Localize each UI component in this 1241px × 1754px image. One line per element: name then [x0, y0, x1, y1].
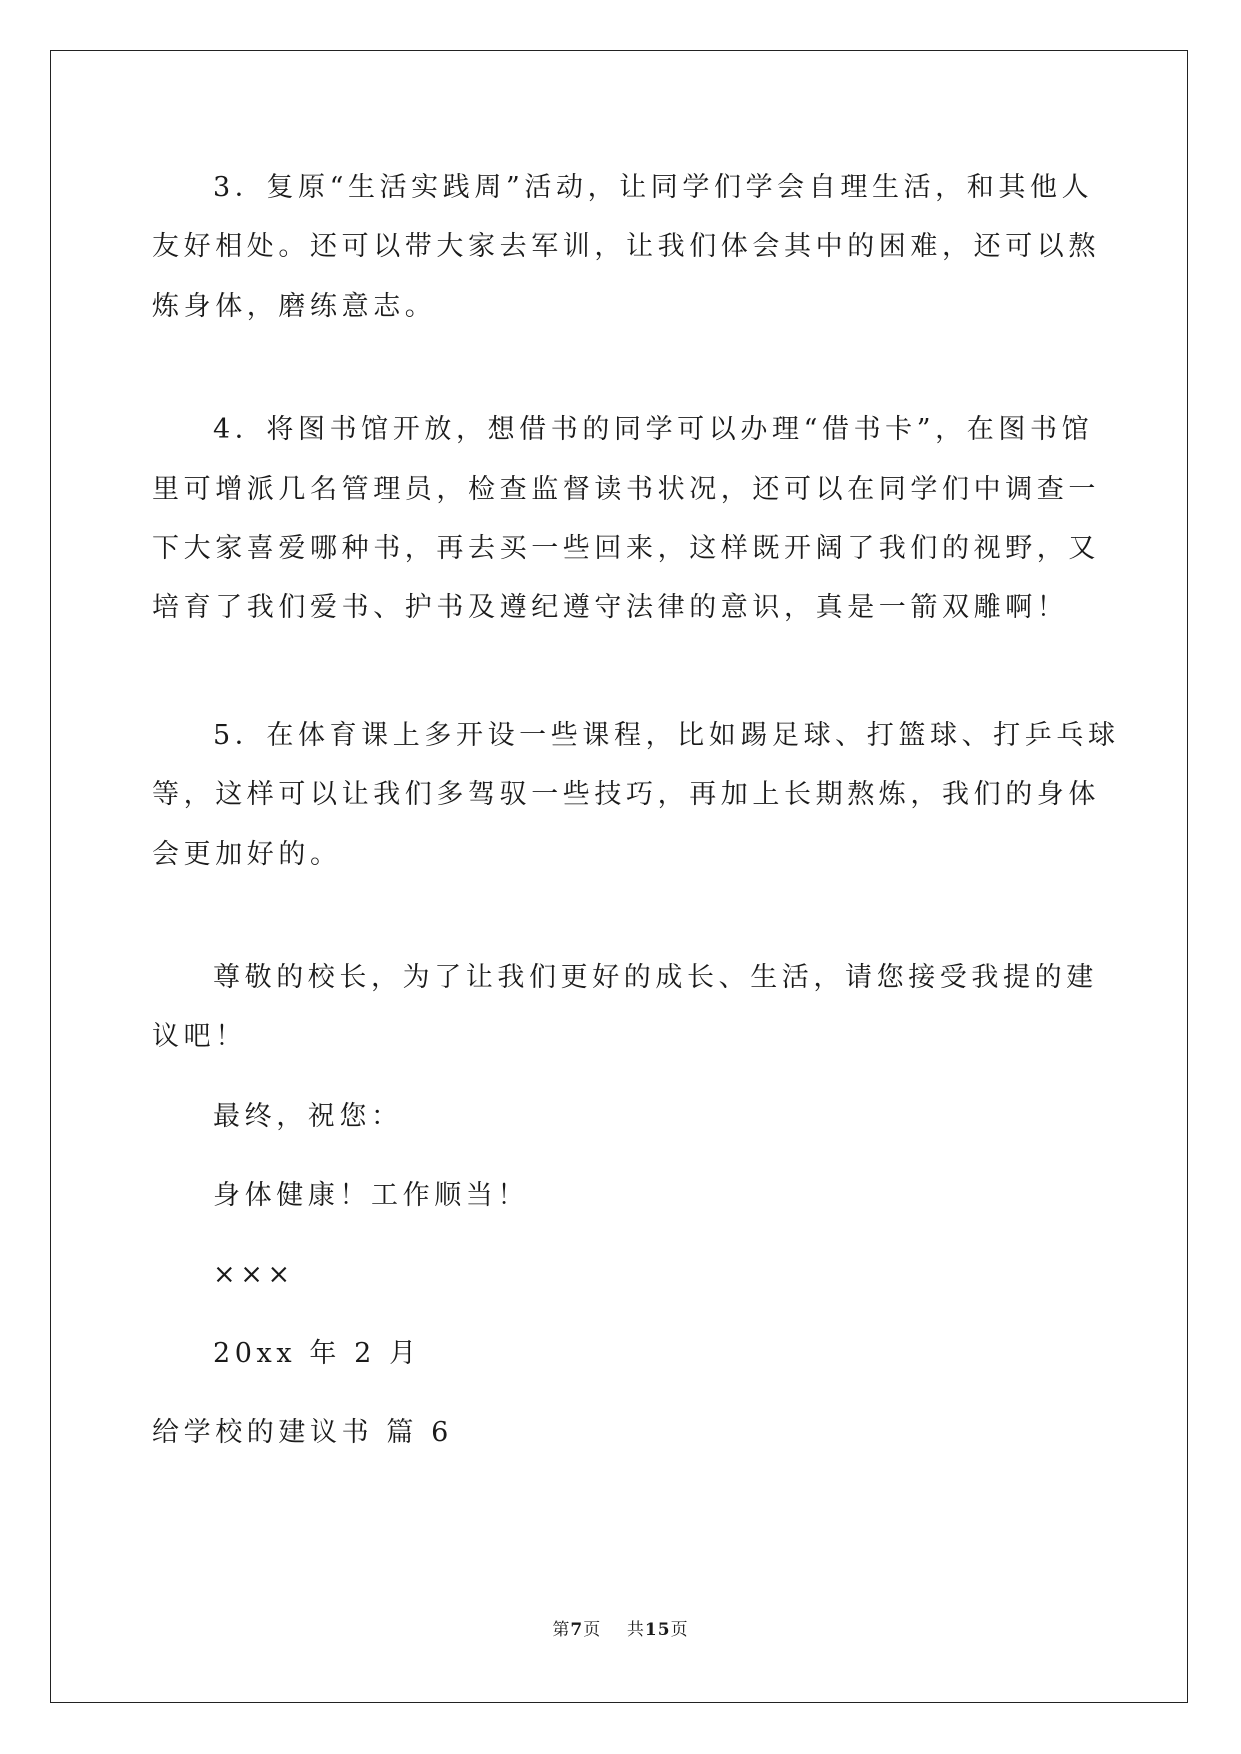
paragraph-5-line-1: 5．在体育课上多开设一些课程，比如踢足球、打篮球、打乒乓球 [213, 720, 1120, 751]
paragraph-4-line-3: 下大家喜爱哪种书，再去买一些回来，这样既开阔了我们的视野，又 [152, 533, 1100, 564]
date: 20xx 年 2 月 [213, 1338, 421, 1369]
paragraph-4-line-2: 里可增派几名管理员，检查监督读书状况，还可以在同学们中调查一 [152, 474, 1100, 505]
paragraph-5-line-3: 会更加好的。 [152, 839, 342, 870]
footer-page-prefix: 第 [552, 1620, 571, 1640]
closing-wishes: 身体健康！工作顺当！ [213, 1180, 529, 1211]
page-footer [0, 1618, 1241, 1642]
paragraph-4-line-4: 培育了我们爱书、护书及遵纪遵守法律的意识，真是一箭双雕啊！ [152, 592, 1069, 623]
closing-salutation: 最终，祝您： [213, 1101, 403, 1132]
closing-paragraph-line-1: 尊敬的校长，为了让我们更好的成长、生活，请您接受我提的建 [213, 962, 1098, 993]
paragraph-3-line-2: 友好相处。还可以带大家去军训，让我们体会其中的困难，还可以熬 [152, 231, 1100, 262]
footer-total-suffix: 页 [670, 1620, 689, 1640]
footer-total-prefix: 共 [626, 1620, 645, 1640]
footer-page-suffix: 页 [583, 1620, 602, 1640]
paragraph-3-line-3: 炼身体，磨练意志。 [152, 291, 437, 322]
paragraph-5-line-2: 等，这样可以让我们多驾驭一些技巧，再加上长期熬炼，我们的身体 [152, 779, 1100, 810]
paragraph-4-line-1: 4．将图书馆开放，想借书的同学可以办理“借书卡”，在图书馆 [213, 414, 1094, 445]
paragraph-3-line-1: 3．复原“生活实践周”活动，让同学们学会自理生活，和其他人 [213, 172, 1094, 203]
footer-page-number: 7 [570, 1620, 584, 1640]
footer-total-pages: 15 [644, 1620, 671, 1640]
next-section-heading: 给学校的建议书 篇 6 [152, 1417, 453, 1448]
closing-paragraph-line-2: 议吧！ [152, 1021, 247, 1052]
signature: ××× [213, 1259, 295, 1290]
